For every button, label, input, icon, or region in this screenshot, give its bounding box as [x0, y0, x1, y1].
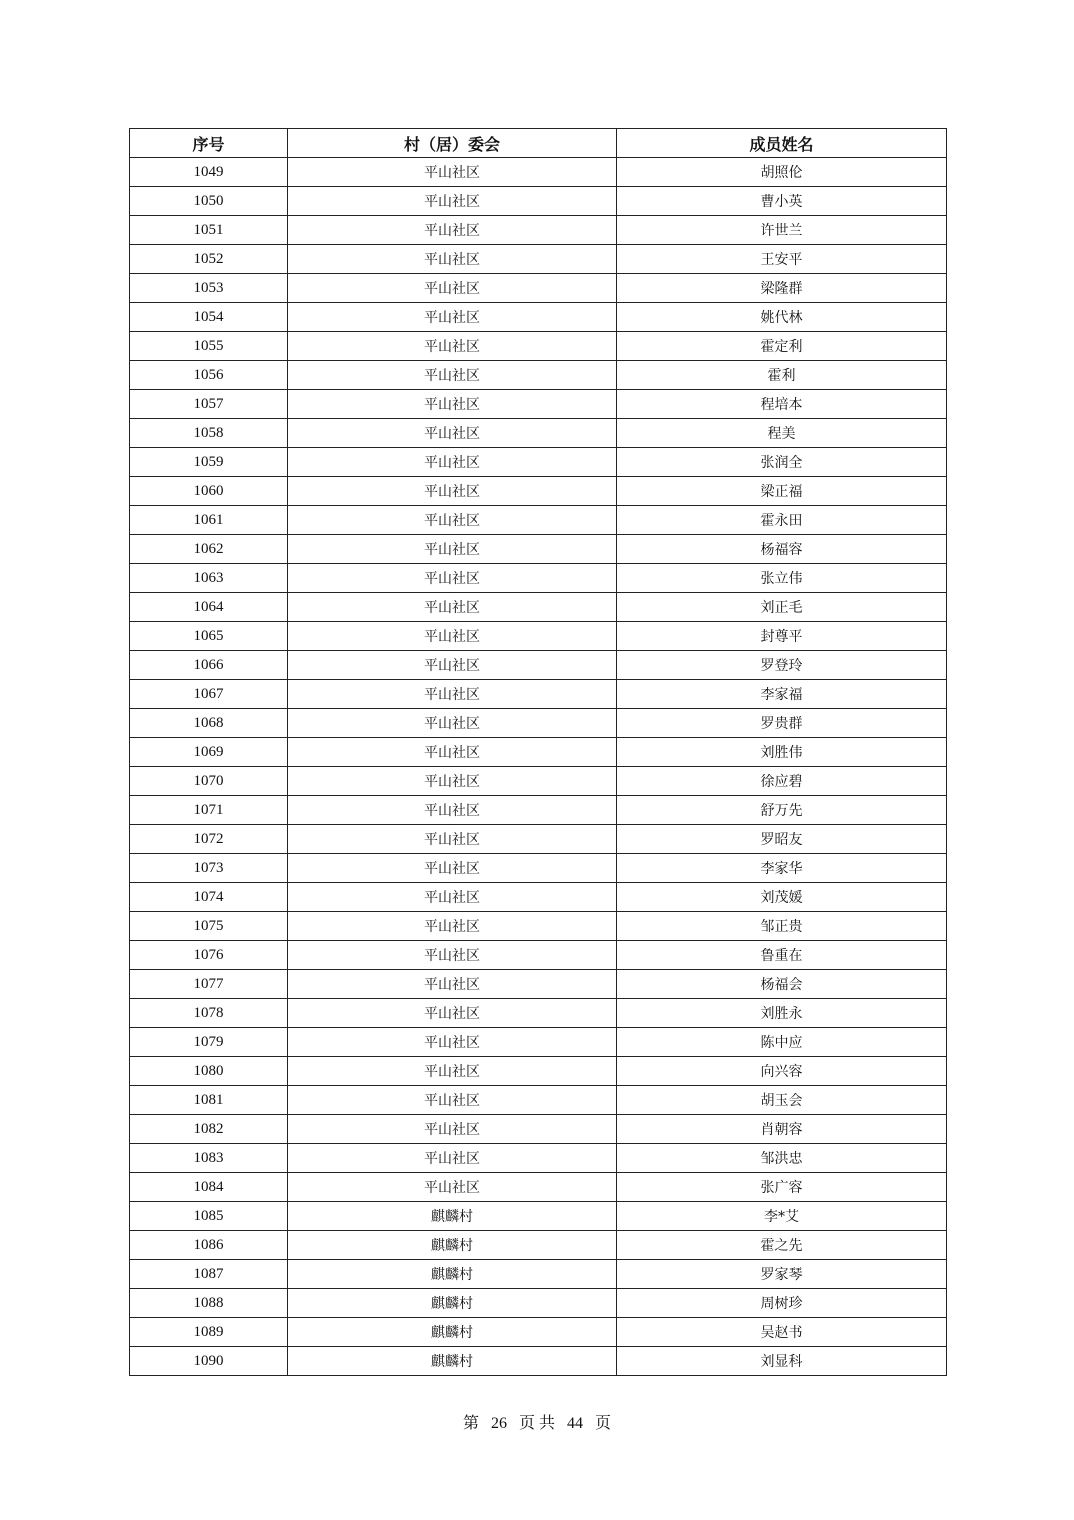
- cell-committee: 平山社区: [288, 1086, 617, 1115]
- cell-serial-number: 1051: [130, 216, 288, 245]
- cell-member-name: 胡照伦: [617, 158, 947, 187]
- table-row: [130, 767, 947, 796]
- cell-committee: 平山社区: [288, 970, 617, 999]
- footer-suffix: 页: [595, 1415, 612, 1432]
- table-row: [130, 651, 947, 680]
- cell-serial-number: 1067: [130, 680, 288, 709]
- cell-committee: 平山社区: [288, 535, 617, 564]
- table-row: [130, 1173, 947, 1202]
- cell-committee: 平山社区: [288, 303, 617, 332]
- cell-serial-number: 1088: [130, 1289, 288, 1318]
- cell-committee: 平山社区: [288, 941, 617, 970]
- cell-member-name: 张广容: [617, 1173, 947, 1202]
- cell-member-name: 刘显科: [617, 1347, 947, 1376]
- cell-member-name: 杨福会: [617, 970, 947, 999]
- table-header-row: [130, 129, 947, 158]
- cell-member-name: 曹小英: [617, 187, 947, 216]
- table-row: [130, 883, 947, 912]
- table-row: [130, 361, 947, 390]
- table-row: [130, 1260, 947, 1289]
- cell-serial-number: 1054: [130, 303, 288, 332]
- cell-serial-number: 1078: [130, 999, 288, 1028]
- table-row: [130, 506, 947, 535]
- cell-member-name: 张润全: [617, 448, 947, 477]
- cell-serial-number: 1074: [130, 883, 288, 912]
- cell-member-name: 梁隆群: [617, 274, 947, 303]
- cell-member-name: 程美: [617, 419, 947, 448]
- table-row: [130, 1318, 947, 1347]
- cell-committee: 平山社区: [288, 825, 617, 854]
- footer-prefix: 第: [462, 1415, 479, 1432]
- cell-member-name: 梁正福: [617, 477, 947, 506]
- cell-serial-number: 1055: [130, 332, 288, 361]
- cell-member-name: 刘胜永: [617, 999, 947, 1028]
- cell-committee: 平山社区: [288, 999, 617, 1028]
- cell-committee: 平山社区: [288, 1028, 617, 1057]
- cell-committee: 平山社区: [288, 245, 617, 274]
- cell-member-name: 霍永田: [617, 506, 947, 535]
- cell-committee: 平山社区: [288, 709, 617, 738]
- footer-total-pages: 44: [567, 1415, 583, 1432]
- cell-serial-number: 1058: [130, 419, 288, 448]
- cell-serial-number: 1063: [130, 564, 288, 593]
- cell-member-name: 胡玉会: [617, 1086, 947, 1115]
- table-row: [130, 477, 947, 506]
- cell-serial-number: 1081: [130, 1086, 288, 1115]
- table-row: [130, 1144, 947, 1173]
- header-member-name: 成员姓名: [617, 129, 947, 158]
- cell-committee: 麒麟村: [288, 1231, 617, 1260]
- cell-serial-number: 1060: [130, 477, 288, 506]
- cell-serial-number: 1083: [130, 1144, 288, 1173]
- cell-serial-number: 1066: [130, 651, 288, 680]
- cell-committee: 平山社区: [288, 390, 617, 419]
- cell-serial-number: 1087: [130, 1260, 288, 1289]
- cell-member-name: 刘茂媛: [617, 883, 947, 912]
- cell-serial-number: 1068: [130, 709, 288, 738]
- cell-serial-number: 1057: [130, 390, 288, 419]
- cell-serial-number: 1053: [130, 274, 288, 303]
- cell-member-name: 罗贵群: [617, 709, 947, 738]
- table-row: [130, 448, 947, 477]
- table-row: [130, 825, 947, 854]
- cell-member-name: 李*艾: [617, 1202, 947, 1231]
- cell-committee: 麒麟村: [288, 1318, 617, 1347]
- cell-committee: 平山社区: [288, 477, 617, 506]
- cell-member-name: 陈中应: [617, 1028, 947, 1057]
- cell-member-name: 杨福容: [617, 535, 947, 564]
- cell-member-name: 刘胜伟: [617, 738, 947, 767]
- footer-page-number: 26: [490, 1415, 507, 1432]
- cell-serial-number: 1062: [130, 535, 288, 564]
- cell-member-name: 肖朝容: [617, 1115, 947, 1144]
- table-row: [130, 680, 947, 709]
- cell-member-name: 李家华: [617, 854, 947, 883]
- cell-committee: 平山社区: [288, 593, 617, 622]
- cell-committee: 麒麟村: [288, 1260, 617, 1289]
- cell-serial-number: 1059: [130, 448, 288, 477]
- cell-serial-number: 1064: [130, 593, 288, 622]
- table-row: [130, 1289, 947, 1318]
- table-row: [130, 187, 947, 216]
- table-row: [130, 1115, 947, 1144]
- table-row: [130, 158, 947, 187]
- cell-serial-number: 1072: [130, 825, 288, 854]
- cell-member-name: 吴赵书: [617, 1318, 947, 1347]
- cell-serial-number: 1071: [130, 796, 288, 825]
- table-body: [130, 158, 947, 1376]
- table-row: [130, 245, 947, 274]
- cell-committee: 平山社区: [288, 448, 617, 477]
- cell-member-name: 刘正毛: [617, 593, 947, 622]
- table-row: [130, 332, 947, 361]
- cell-committee: 平山社区: [288, 622, 617, 651]
- member-table-container: [129, 128, 946, 1376]
- cell-committee: 平山社区: [288, 651, 617, 680]
- cell-member-name: 罗昭友: [617, 825, 947, 854]
- cell-member-name: 罗登玲: [617, 651, 947, 680]
- cell-serial-number: 1061: [130, 506, 288, 535]
- cell-committee: 平山社区: [288, 796, 617, 825]
- table-row: [130, 1028, 947, 1057]
- cell-committee: 平山社区: [288, 680, 617, 709]
- table-row: [130, 999, 947, 1028]
- cell-committee: 平山社区: [288, 332, 617, 361]
- table-row: [130, 1231, 947, 1260]
- cell-member-name: 王安平: [617, 245, 947, 274]
- cell-committee: 平山社区: [288, 767, 617, 796]
- cell-member-name: 封尊平: [617, 622, 947, 651]
- cell-serial-number: 1077: [130, 970, 288, 999]
- member-table: [129, 128, 947, 1376]
- cell-committee: 平山社区: [288, 158, 617, 187]
- cell-committee: 平山社区: [288, 564, 617, 593]
- table-row: [130, 390, 947, 419]
- cell-serial-number: 1089: [130, 1318, 288, 1347]
- cell-committee: 平山社区: [288, 1144, 617, 1173]
- cell-member-name: 姚代林: [617, 303, 947, 332]
- table-row: [130, 854, 947, 883]
- cell-member-name: 许世兰: [617, 216, 947, 245]
- cell-member-name: 霍之先: [617, 1231, 947, 1260]
- cell-serial-number: 1069: [130, 738, 288, 767]
- cell-serial-number: 1084: [130, 1173, 288, 1202]
- cell-member-name: 周树珍: [617, 1289, 947, 1318]
- cell-committee: 麒麟村: [288, 1289, 617, 1318]
- page-footer: [0, 1410, 1074, 1433]
- table-row: [130, 796, 947, 825]
- cell-serial-number: 1085: [130, 1202, 288, 1231]
- cell-serial-number: 1049: [130, 158, 288, 187]
- cell-serial-number: 1076: [130, 941, 288, 970]
- table-row: [130, 912, 947, 941]
- table-row: [130, 1347, 947, 1376]
- cell-committee: 平山社区: [288, 1115, 617, 1144]
- table-row: [130, 709, 947, 738]
- header-committee: 村（居）委会: [288, 129, 617, 158]
- cell-serial-number: 1079: [130, 1028, 288, 1057]
- cell-member-name: 邹洪忠: [617, 1144, 947, 1173]
- table-row: [130, 622, 947, 651]
- table-row: [130, 738, 947, 767]
- cell-member-name: 霍利: [617, 361, 947, 390]
- cell-serial-number: 1065: [130, 622, 288, 651]
- table-row: [130, 419, 947, 448]
- table-row: [130, 535, 947, 564]
- footer-middle: 页 共: [518, 1415, 555, 1432]
- table-row: [130, 593, 947, 622]
- cell-committee: 平山社区: [288, 506, 617, 535]
- cell-member-name: 程培本: [617, 390, 947, 419]
- cell-member-name: 鲁重在: [617, 941, 947, 970]
- cell-committee: 平山社区: [288, 883, 617, 912]
- table-row: [130, 1086, 947, 1115]
- cell-committee: 平山社区: [288, 361, 617, 390]
- table-row: [130, 274, 947, 303]
- cell-committee: 平山社区: [288, 274, 617, 303]
- cell-member-name: 罗家琴: [617, 1260, 947, 1289]
- cell-serial-number: 1086: [130, 1231, 288, 1260]
- cell-member-name: 霍定利: [617, 332, 947, 361]
- cell-committee: 平山社区: [288, 1173, 617, 1202]
- table-row: [130, 941, 947, 970]
- cell-serial-number: 1070: [130, 767, 288, 796]
- cell-committee: 平山社区: [288, 216, 617, 245]
- cell-serial-number: 1075: [130, 912, 288, 941]
- table-row: [130, 970, 947, 999]
- cell-serial-number: 1082: [130, 1115, 288, 1144]
- table-row: [130, 303, 947, 332]
- cell-member-name: 邹正贵: [617, 912, 947, 941]
- cell-member-name: 李家福: [617, 680, 947, 709]
- cell-serial-number: 1090: [130, 1347, 288, 1376]
- cell-member-name: 舒万先: [617, 796, 947, 825]
- cell-committee: 麒麟村: [288, 1202, 617, 1231]
- cell-member-name: 向兴容: [617, 1057, 947, 1086]
- cell-committee: 平山社区: [288, 187, 617, 216]
- cell-member-name: 张立伟: [617, 564, 947, 593]
- cell-committee: 麒麟村: [288, 1347, 617, 1376]
- cell-serial-number: 1073: [130, 854, 288, 883]
- cell-serial-number: 1052: [130, 245, 288, 274]
- cell-member-name: 徐应碧: [617, 767, 947, 796]
- table-row: [130, 1202, 947, 1231]
- table-row: [130, 1057, 947, 1086]
- cell-committee: 平山社区: [288, 419, 617, 448]
- cell-serial-number: 1056: [130, 361, 288, 390]
- cell-serial-number: 1050: [130, 187, 288, 216]
- cell-committee: 平山社区: [288, 1057, 617, 1086]
- cell-committee: 平山社区: [288, 738, 617, 767]
- cell-committee: 平山社区: [288, 912, 617, 941]
- cell-committee: 平山社区: [288, 854, 617, 883]
- cell-serial-number: 1080: [130, 1057, 288, 1086]
- table-row: [130, 216, 947, 245]
- header-serial-number: 序号: [130, 129, 288, 158]
- table-row: [130, 564, 947, 593]
